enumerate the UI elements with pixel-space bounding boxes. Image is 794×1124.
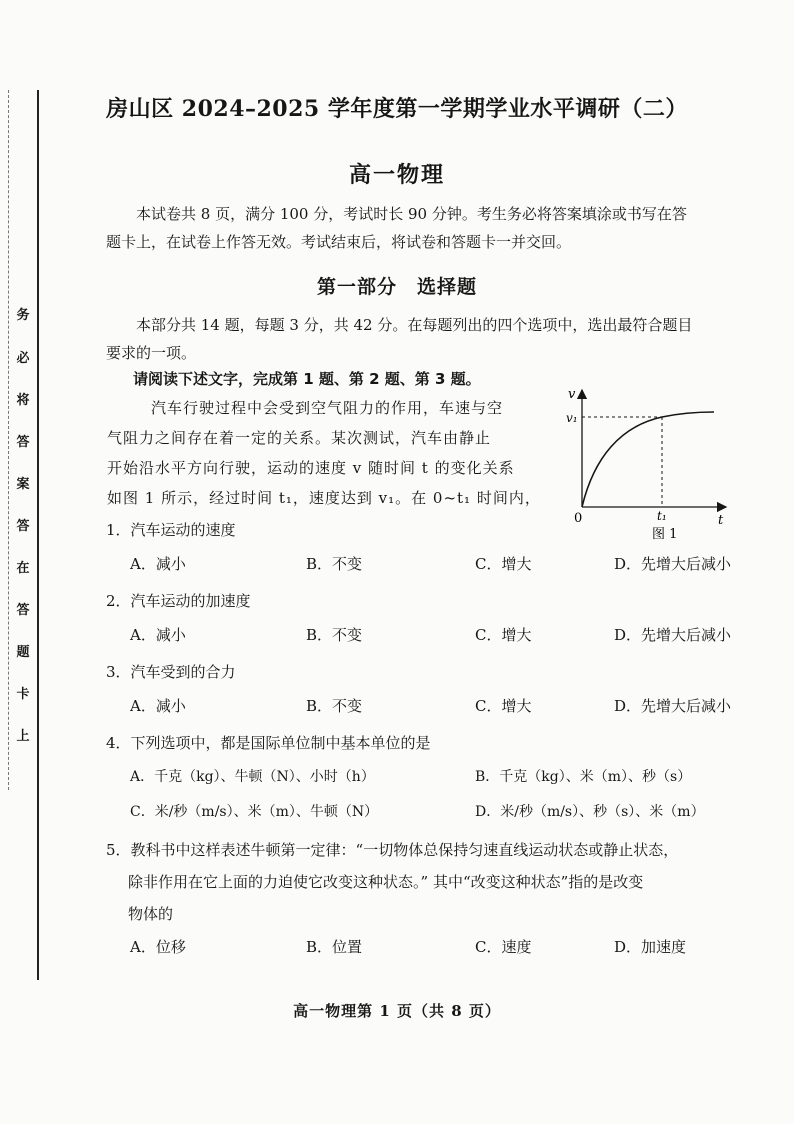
instructions bbox=[106, 200, 746, 256]
instructions-line: 本试卷共 8 页，满分 100 分，考试时长 90 分钟。考生务必将答案填涂或书写在答 bbox=[136, 205, 687, 223]
section-intro bbox=[106, 311, 746, 367]
reading-prompt: 请阅读下述文字，完成第 1 题、第 2 题、第 3 题。 bbox=[133, 370, 481, 388]
question-2-option-c[interactable]: C．增大 bbox=[475, 626, 532, 644]
question-2-option-d[interactable]: D．先增大后减小 bbox=[614, 626, 732, 644]
instructions-line: 题卡上，在试卷上作答无效。考试结束后，将试卷和答题卡一并交回。 bbox=[106, 233, 572, 251]
question-3-option-d[interactable]: D．先增大后减小 bbox=[614, 697, 732, 715]
question-5-stem bbox=[106, 834, 756, 930]
margin-char: 上 bbox=[16, 729, 30, 744]
question-1-option-d[interactable]: D．先增大后减小 bbox=[614, 555, 732, 573]
binding-dashed-line bbox=[8, 90, 9, 790]
passage-line: 开始沿水平方向行驶，运动的速度 v 随时间 t 的变化关系 bbox=[107, 459, 515, 477]
binding-margin-line bbox=[37, 90, 39, 980]
question-4-option-a[interactable]: A．千克（kg）、牛顿（N）、小时（h） bbox=[130, 769, 375, 785]
x-axis-label: t bbox=[718, 513, 724, 528]
question-5-option-b[interactable]: B．位置 bbox=[306, 938, 363, 956]
passage-line: 如图 1 所示，经过时间 t₁，速度达到 v₁。在 0~t₁ 时间内， bbox=[107, 489, 541, 507]
question-2-stem: 2．汽车运动的加速度 bbox=[106, 592, 251, 610]
v1-label: v₁ bbox=[566, 411, 578, 425]
t1-label: t₁ bbox=[657, 509, 667, 523]
question-5-option-c[interactable]: C．速度 bbox=[475, 938, 532, 956]
question-4-stem: 4．下列选项中，都是国际单位制中基本单位的是 bbox=[106, 734, 431, 752]
velocity-curve bbox=[582, 412, 714, 507]
margin-char: 题 bbox=[16, 645, 30, 660]
exam-title: 房山区 2024–2025 学年度第一学期学业水平调研（二） bbox=[106, 96, 688, 122]
question-5-stem-line: 5．教科书中这样表述牛顿第一定律：“一切物体总保持匀速直线运动状态或静止状态， bbox=[106, 841, 679, 859]
margin-char: 卡 bbox=[16, 687, 30, 702]
margin-char: 案 bbox=[16, 477, 30, 492]
question-3-option-b[interactable]: B．不变 bbox=[306, 697, 363, 715]
question-4-option-c[interactable]: C．米/秒（m/s）、米（m）、牛顿（N） bbox=[130, 804, 379, 820]
question-5-option-a[interactable]: A．位移 bbox=[130, 938, 186, 956]
passage-line: 汽车行驶过程中会受到空气阻力的作用，车速与空 bbox=[151, 399, 504, 417]
section-intro-line: 本部分共 14 题，每题 3 分，共 42 分。在每题列出的四个选项中，选出最符合题目 bbox=[136, 316, 693, 334]
y-axis-label: v bbox=[568, 387, 576, 402]
passage-line: 气阻力之间存在着一定的关系。某次测试，汽车由静止 bbox=[107, 429, 492, 447]
figure-caption: 图 1 bbox=[652, 527, 678, 542]
margin-char: 答 bbox=[16, 603, 30, 618]
passage bbox=[107, 393, 557, 513]
margin-char: 必 bbox=[16, 351, 30, 366]
margin-char: 务 bbox=[16, 308, 30, 323]
question-4-option-d[interactable]: D．米/秒（m/s）、秒（s）、米（m） bbox=[475, 804, 705, 820]
question-1-option-b[interactable]: B．不变 bbox=[306, 555, 363, 573]
section-intro-line: 要求的一项。 bbox=[106, 344, 197, 362]
margin-char: 将 bbox=[16, 393, 30, 408]
question-1-stem: 1．汽车运动的速度 bbox=[106, 521, 236, 539]
page-footer: 高一物理第 1 页（共 8 页） bbox=[293, 1002, 501, 1020]
question-3-option-c[interactable]: C．增大 bbox=[475, 697, 532, 715]
question-5-option-d[interactable]: D．加速度 bbox=[614, 938, 687, 956]
question-3-option-a[interactable]: A．减小 bbox=[130, 697, 186, 715]
figure-1-vt-graph bbox=[566, 382, 736, 542]
subject-title: 高一物理 bbox=[348, 162, 445, 188]
section-title: 第一部分 选择题 bbox=[316, 276, 477, 298]
question-4-option-b[interactable]: B．千克（kg）、米（m）、秒（s） bbox=[475, 769, 692, 785]
question-5-stem-line: 物体的 bbox=[128, 905, 174, 923]
question-2-option-b[interactable]: B．不变 bbox=[306, 626, 363, 644]
margin-char: 在 bbox=[16, 561, 30, 576]
margin-char: 答 bbox=[16, 519, 30, 534]
question-3-stem: 3．汽车受到的合力 bbox=[106, 663, 236, 681]
question-1-option-a[interactable]: A．减小 bbox=[130, 555, 186, 573]
question-1-option-c[interactable]: C．增大 bbox=[475, 555, 532, 573]
origin-label: 0 bbox=[574, 511, 583, 526]
question-5-stem-line: 除非作用在它上面的力迫使它改变这种状态。” 其中“改变这种状态”指的是改变 bbox=[128, 873, 644, 891]
question-2-option-a[interactable]: A．减小 bbox=[130, 626, 186, 644]
margin-char: 答 bbox=[16, 435, 30, 450]
